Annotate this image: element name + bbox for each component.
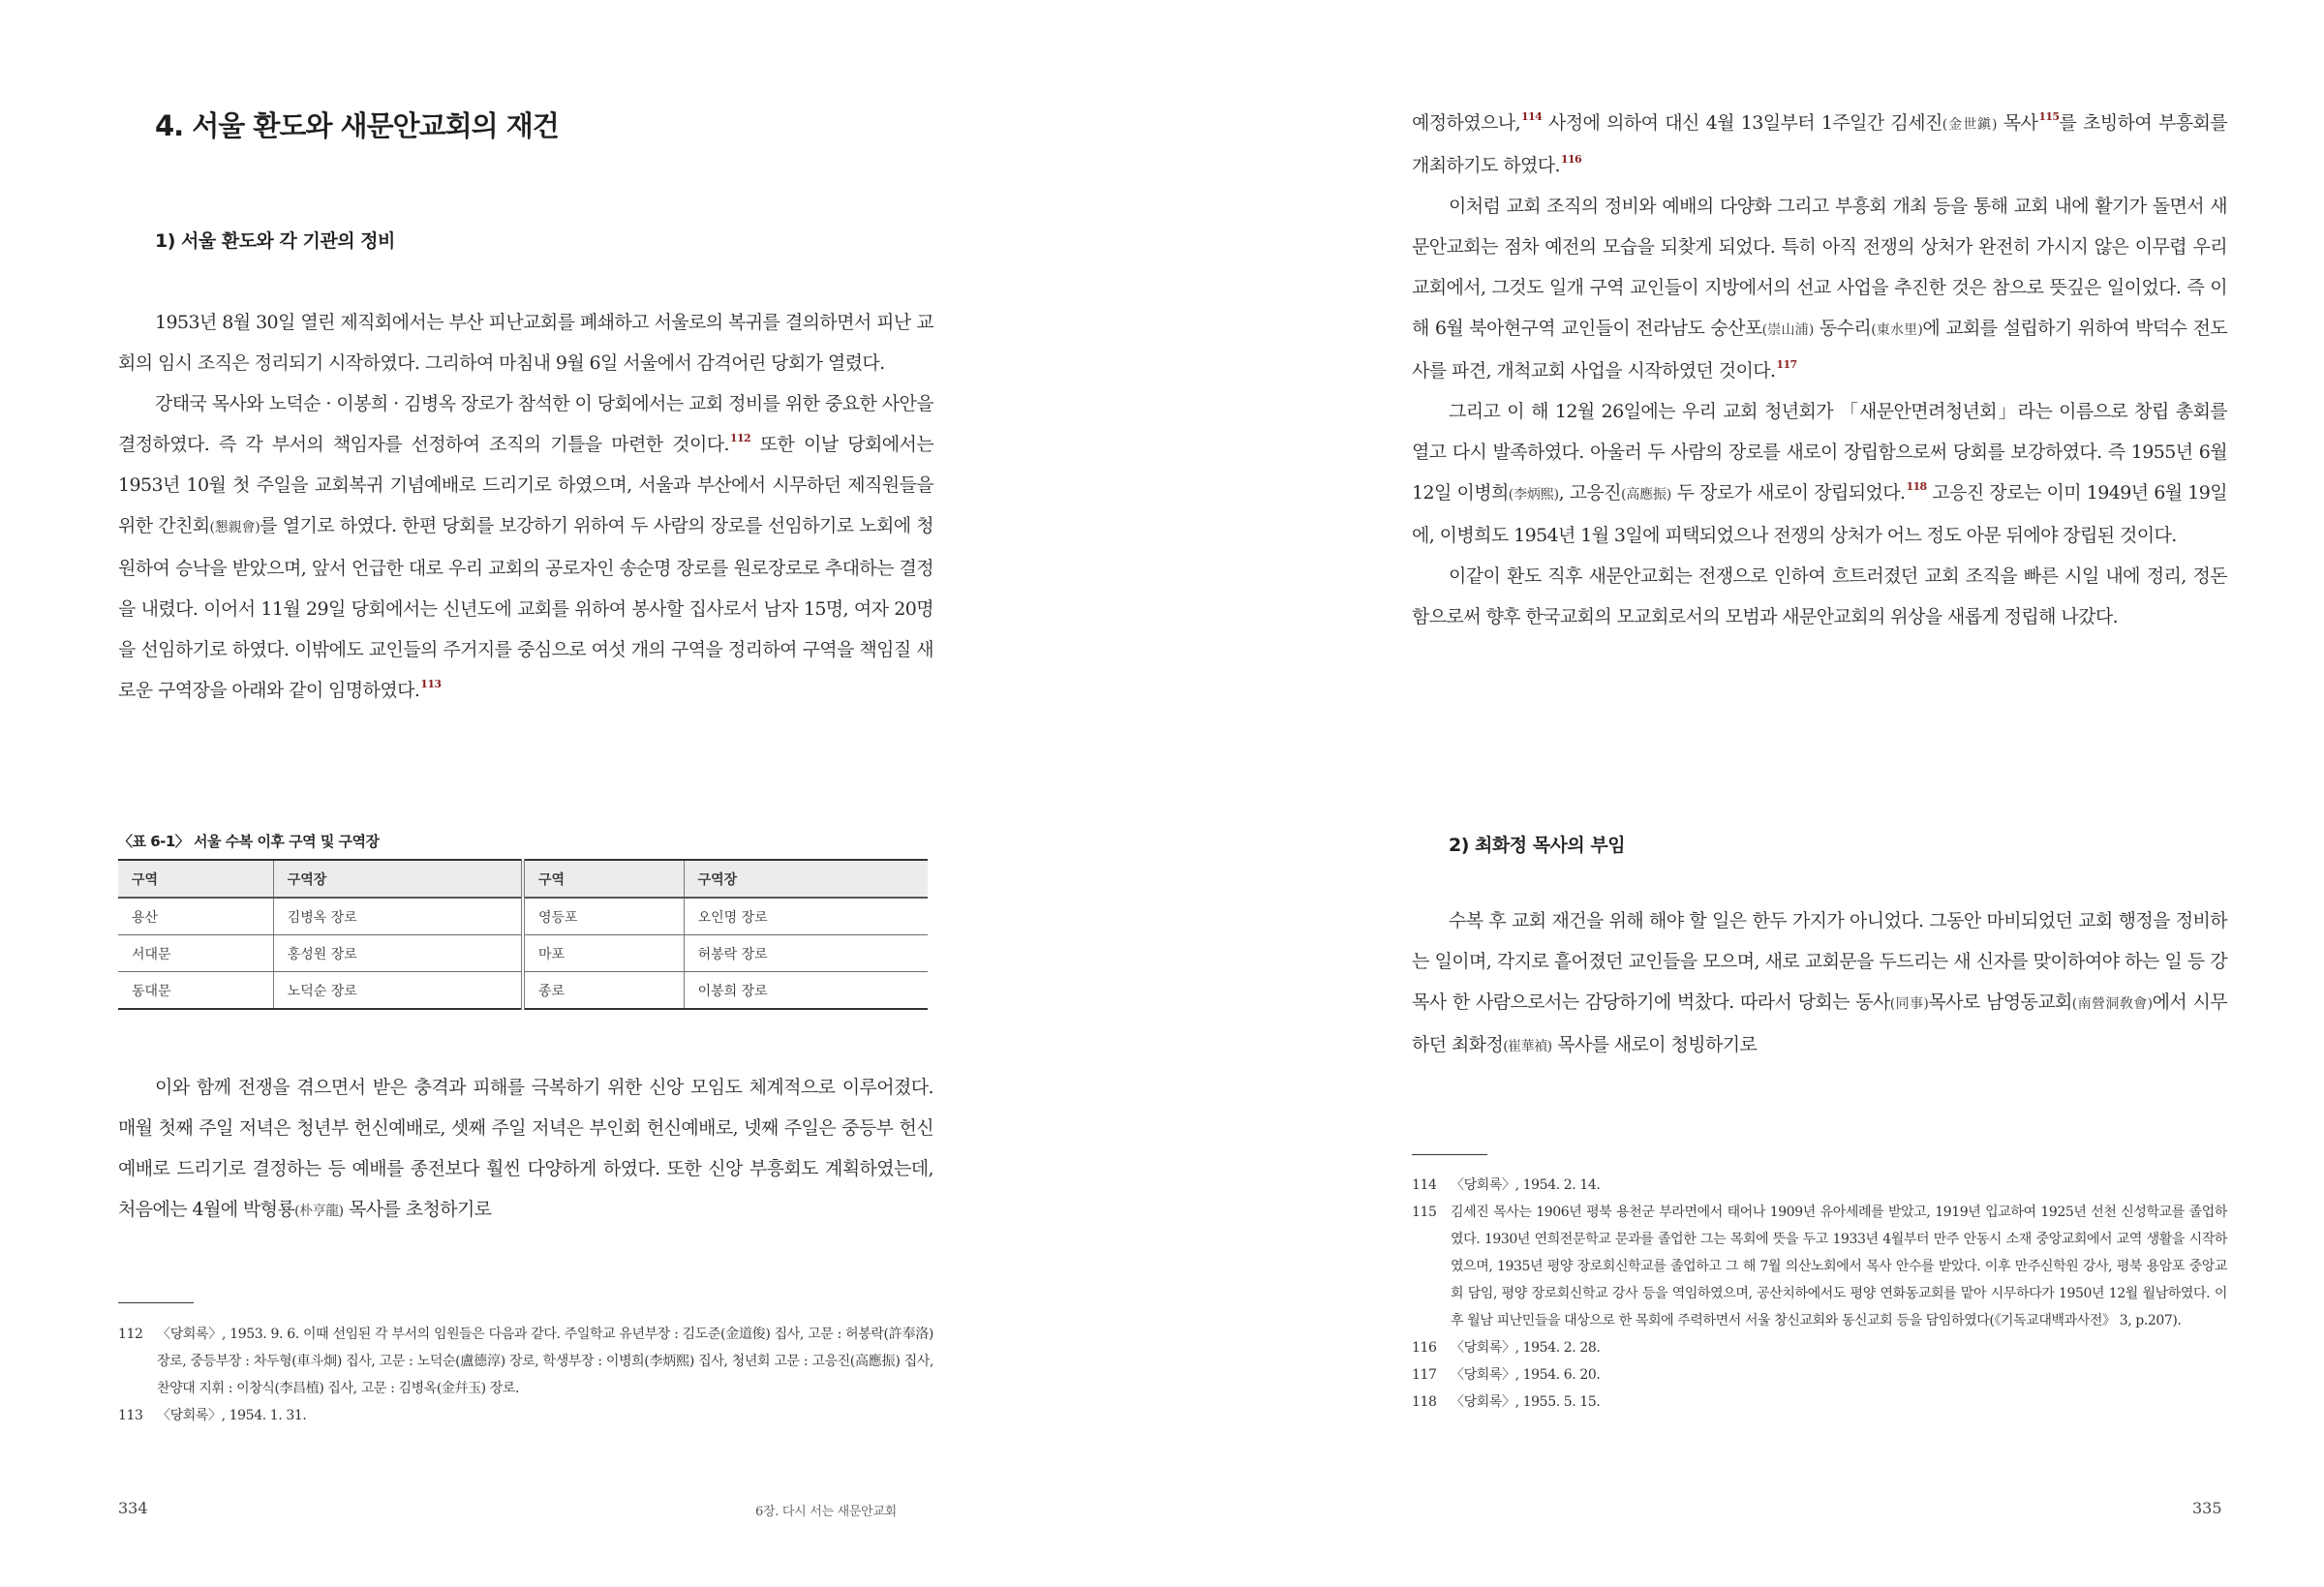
table-cell: 용산 <box>118 898 273 935</box>
table-header: 구역장 <box>273 860 523 898</box>
table-cell: 김병옥 장로 <box>273 898 523 935</box>
table-header: 구역 <box>118 860 273 898</box>
footnote-117: 117 〈당회록〉, 1954. 6. 20. <box>1412 1367 1601 1383</box>
running-head: 6장. 다시 서는 새문안교회 <box>755 1505 897 1519</box>
footnote-divider <box>1412 1154 1487 1155</box>
table-row <box>118 972 928 1010</box>
table-cell: 이봉희 장로 <box>684 972 928 1010</box>
table-cell: 홍성원 장로 <box>273 935 523 972</box>
section-title-2: 2) 최화정 목사의 부임 <box>1449 835 1626 856</box>
right-page <box>1162 0 2324 1587</box>
table-header: 구역 <box>523 860 684 898</box>
footnote-ref[interactable]: 113 <box>420 678 442 690</box>
footnotes-right <box>1412 1172 2227 1416</box>
page-number: 335 <box>2192 1499 2222 1517</box>
footnote-ref[interactable]: 112 <box>729 432 751 444</box>
body-text-right-1 <box>1412 103 2227 637</box>
table-cell: 노덕순 장로 <box>273 972 523 1010</box>
paragraph: 예정하였으나,$^{114}$ 사정에 의하여 대신 4월 13일부터 1주일간 김세진(金世鎭) 목사$^{115}$를 초빙하여 부흥회를 개최하기도 하였다.$^{116}$ <box>1412 110 2228 176</box>
paragraph: 이와 함께 전쟁을 겪으면서 받은 충격과 피해를 극복하기 위한 신앙 모임도 체계적으로 이루어졌다. 매월 첫째 주일 저녁은 청년부 헌신예배로, 셋째 주일 저녁은 부인회 헌신예배로, 넷째 주일은 중등부 헌신예배로 드리기로 결정하는 등 예배를 종전보다 훨씬 다양하게 하였다. 또한 신앙 부흥회도 계획하였는데, 처음에는 4월에 박형룡(朴亨龍) 목사를 초청하기로 <box>118 1077 933 1220</box>
table-cell: 종로 <box>523 972 684 1010</box>
chapter-title: 4. 서울 환도와 새문안교회의 재건 <box>155 109 559 142</box>
footnote-115: 115 김세진 목사는 1906년 평북 용천군 부라면에서 태어나 1909년 유아세례를 받았고, 1919년 입교하여 1925년 선천 신성학교를 졸업하였다. 1930년 연희전문학교 문과를 졸업한 그는 목회에 뜻을 두고 1933년 4월부터 만주 안동시 소재 중앙교회에서 교역 생활을 시작하였으며, 1935년 평양 장로회신학교를 졸업하고 그 해 7월 의산노회에서 목사 안수를 받았다. 이후 만주신학원 강사, 평북 용암포 중앙교회 담임, 평양 장로회신학교 강사 등을 역임하였으며, 공산치하에서도 평양 연화동교회를 맡아 시무하다가 1950년 12월 월남하였다. 이후 월남 피난민들을 대상으로 한 목회에 주력하면서 서울 창신교회와 동신교회 등을 담임하였다(《기독교대백과사전》 3, p.207). <box>1412 1205 2227 1328</box>
footnotes-left <box>118 1321 933 1429</box>
paragraph: 이처럼 교회 조직의 정비와 예배의 다양화 그리고 부흥회 개최 등을 통해 교회 내에 활기가 돌면서 새문안교회는 점차 예전의 모습을 되찾게 되었다. 특히 아직 전쟁의 상처가 완전히 가시지 않은 이무렵 우리 교회에서, 그것도 일개 구역 교인들이 지방에서의 선교 사업을 추진한 것은 참으로 뜻깊은 일이었다. 즉 이 해 6월 북아현구역 교인들이 전라남도 숭산포(崇山浦) 동수리(東水里)에 교회를 설립하기 위하여 박덕수 전도사를 파견, 개척교회 사업을 시작하였던 것이다.$^{117}$ <box>1412 196 2227 381</box>
footnote-ref[interactable]: 116 <box>1560 153 1582 166</box>
table-cell: 서대문 <box>118 935 273 972</box>
section-title-1: 1) 서울 환도와 각 기관의 정비 <box>155 230 395 252</box>
footnote-113: 113 〈당회록〉, 1954. 1. 31. <box>118 1408 307 1423</box>
district-table <box>118 859 928 1010</box>
table-row <box>118 935 928 972</box>
footnote-112: 112 〈당회록〉, 1953. 9. 6. 이때 선임된 각 부서의 임원들은 다음과 같다. 주일학교 유년부장 : 김도준(金道俊) 집사, 고문 : 허봉락(許奉洛) 장로, 중등부장 : 차두형(車斗炯) 집사, 고문 : 노덕순(盧德淳) 장로, 학생부장 : 이병희(李炳熙) 집사, 청년회 고문 : 고응진(高應振) 집사, 찬양대 지휘 : 이창식(李昌植) 집사, 고문 : 김병옥(金幷玉) 장로. <box>118 1327 933 1396</box>
table-cell: 마포 <box>523 935 684 972</box>
paragraph: 강태국 목사와 노덕순 · 이봉희 · 김병옥 장로가 참석한 이 당회에서는 교회 정비를 위한 중요한 사안을 결정하였다. 즉 각 부서의 책임자를 선정하여 조직의 기틀을 마련한 것이다.$^{112}$ 또한 이날 당회에서는 1953년 10월 첫 주일을 교회복귀 기념예배로 드리기로 하였으며, 서울과 부산에서 시무하던 제직원들을 위한 간친회(懇親會)를 열기로 하였다. 한편 당회를 보강하기 위하여 두 사람의 장로를 선임하기로 노회에 청원하여 승낙을 받았으며, 앞서 언급한 대로 우리 교회의 공로자인 송순명 장로를 원로장로로 추대하는 결정을 내렸다. 이어서 11월 29일 당회에서는 신년도에 교회를 위하여 봉사할 집사로서 남자 15명, 여자 20명을 선임하기로 하였다. 이밖에도 교인들의 주거지를 중심으로 여섯 개의 구역을 정리하여 구역을 책임질 새로운 구역장을 아래와 같이 임명하였다.$^{113}$ <box>118 393 933 701</box>
footnote-ref[interactable]: 118 <box>1906 480 1927 493</box>
table-cell: 동대문 <box>118 972 273 1010</box>
footnote-divider <box>118 1302 194 1303</box>
paragraph: 이같이 환도 직후 새문안교회는 전쟁으로 인하여 흐트러졌던 교회 조직을 빠른 시일 내에 정리, 정돈함으로써 향후 한국교회의 모교회로서의 모범과 새문안교회의 위상을 새롭게 정립해 나갔다. <box>1412 565 2227 627</box>
paragraph: 그리고 이 해 12월 26일에는 우리 교회 청년회가 「새문안면려청년회」라는 이름으로 창립 총회를 열고 다시 발족하였다. 아울러 두 사람의 장로를 새로이 장립함으로써 당회를 보강하였다. 즉 1955년 6월 12일 이병희(李炳熙), 고응진(高應振) 두 장로가 새로이 장립되었다.$^{118}$ 고응진 장로는 이미 1949년 6월 19일에, 이병희도 1954년 1월 3일에 피택되었으나 전쟁의 상처가 어느 정도 아문 뒤에야 장립된 것이다. <box>1412 401 2227 546</box>
paragraph: 1953년 8월 30일 열린 제직회에서는 부산 피난교회를 폐쇄하고 서울로의 복귀를 결의하면서 피난 교회의 임시 조직은 정리되기 시작하였다. 그리하여 마침내 9월 6일 서울에서 감격어린 당회가 열렸다. <box>118 312 933 374</box>
body-text-right-2 <box>1412 900 2227 1067</box>
footnote-116: 116 〈당회록〉, 1954. 2. 28. <box>1412 1340 1601 1356</box>
table-caption: 〈표 6-1〉 서울 수복 이후 구역 및 구역장 <box>118 833 380 850</box>
footnote-ref[interactable]: 115 <box>2038 110 2060 123</box>
page-number: 334 <box>118 1499 148 1517</box>
table-header-row <box>118 860 928 898</box>
table-cell: 오인명 장로 <box>684 898 928 935</box>
footnote-ref[interactable]: 117 <box>1776 358 1797 371</box>
table-row <box>118 898 928 935</box>
body-text-left-1 <box>118 302 933 711</box>
body-text-left-2 <box>118 1067 933 1232</box>
table-cell: 허봉락 장로 <box>684 935 928 972</box>
table-cell: 영등포 <box>523 898 684 935</box>
footnote-118: 118 〈당회록〉, 1955. 5. 15. <box>1412 1394 1601 1410</box>
footnote-ref[interactable]: 114 <box>1520 110 1543 123</box>
paragraph: 수복 후 교회 재건을 위해 해야 할 일은 한두 가지가 아니었다. 그동안 마비되었던 교회 행정을 정비하는 일이며, 각지로 흩어졌던 교인들을 모으며, 새로 교회문을 두드리는 새 신자를 맞이하여야 하는 일 등 강 목사 한 사람으로서는 감당하기에 벅찼다. 따라서 당회는 동사(同事)목사로 남영동교회(南營洞敎會)에서 시무하던 최화정(崔華禎) 목사를 새로이 청빙하기로 <box>1412 910 2227 1055</box>
table-header: 구역장 <box>684 860 928 898</box>
footnote-114: 114 〈당회록〉, 1954. 2. 14. <box>1412 1177 1601 1193</box>
